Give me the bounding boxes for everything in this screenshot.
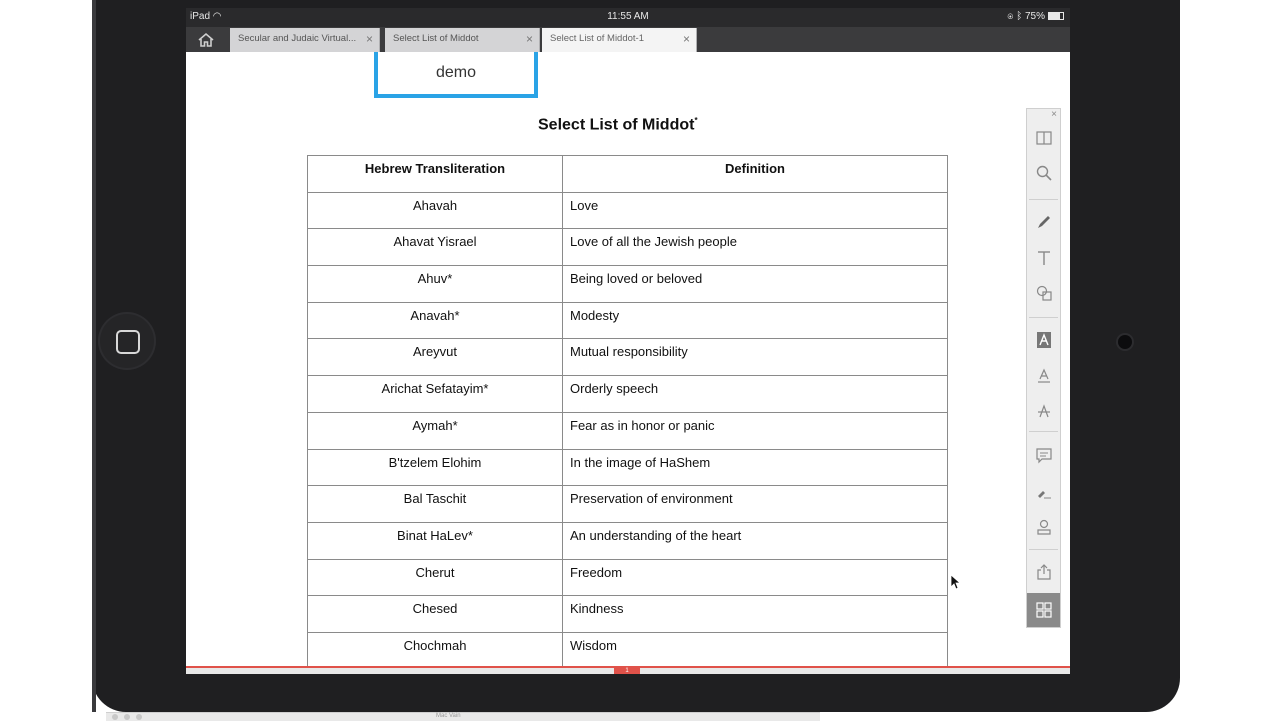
table-row bbox=[308, 302, 948, 339]
strikethrough-icon[interactable] bbox=[1027, 394, 1060, 428]
table-row bbox=[308, 449, 948, 486]
definition-cell: Love bbox=[563, 192, 948, 229]
search-icon[interactable] bbox=[1027, 156, 1060, 190]
wifi-icon: ◠ bbox=[212, 11, 222, 22]
underline-icon[interactable] bbox=[1027, 359, 1060, 393]
text-icon[interactable] bbox=[1027, 241, 1060, 275]
column-header-definition: Definition bbox=[563, 156, 948, 193]
table-row bbox=[308, 376, 948, 413]
book-icon[interactable] bbox=[1027, 121, 1060, 155]
definition-cell: Freedom bbox=[563, 559, 948, 596]
toolbar-close-icon[interactable]: × bbox=[1051, 109, 1057, 120]
tab-select-list-middot[interactable] bbox=[385, 28, 540, 52]
hebrew-cell: Areyvut bbox=[308, 339, 563, 376]
hebrew-cell: Anavah* bbox=[308, 302, 563, 339]
mac-close-dot bbox=[112, 714, 118, 720]
ipad-screen bbox=[186, 8, 1070, 674]
highlight-icon[interactable] bbox=[1027, 323, 1060, 357]
hebrew-cell: Ahavat Yisrael bbox=[308, 229, 563, 266]
hebrew-cell: Aymah* bbox=[308, 412, 563, 449]
tab-secular-judaic[interactable] bbox=[230, 28, 380, 52]
home-button[interactable] bbox=[98, 312, 156, 370]
hebrew-cell: B'tzelem Elohim bbox=[308, 449, 563, 486]
document-title: Select List of Middot* bbox=[538, 116, 698, 134]
column-header-hebrew: Hebrew Transliteration bbox=[308, 156, 563, 193]
pdf-document-view[interactable] bbox=[186, 52, 1070, 666]
stamp-icon[interactable] bbox=[1027, 510, 1060, 544]
toolbar-divider bbox=[1029, 199, 1058, 200]
tab-label: Select List of Middot-1 bbox=[550, 33, 644, 44]
toolbar-divider bbox=[1029, 317, 1058, 318]
comment-icon[interactable] bbox=[1027, 439, 1060, 473]
definition-cell: Orderly speech bbox=[563, 376, 948, 413]
table-row bbox=[308, 412, 948, 449]
table-row bbox=[308, 596, 948, 633]
shapes-icon[interactable] bbox=[1027, 276, 1060, 310]
grid-icon[interactable] bbox=[1027, 593, 1060, 627]
tab-label: Select List of Middot bbox=[393, 33, 479, 44]
middot-table bbox=[307, 155, 948, 666]
table-row bbox=[308, 632, 948, 666]
title-footnote-mark: * bbox=[694, 116, 698, 125]
definition-cell: Love of all the Jewish people bbox=[563, 229, 948, 266]
definition-cell: In the image of HaShem bbox=[563, 449, 948, 486]
signature-icon[interactable] bbox=[1027, 475, 1060, 509]
mac-window-title: Mac Vain bbox=[436, 713, 461, 719]
definition-cell: Preservation of environment bbox=[563, 486, 948, 523]
tab-select-list-middot-1[interactable] bbox=[542, 28, 697, 52]
definition-cell: Modesty bbox=[563, 302, 948, 339]
mac-zoom-dot bbox=[136, 714, 142, 720]
battery-icon bbox=[1048, 12, 1064, 20]
table-row bbox=[308, 559, 948, 596]
share-icon[interactable] bbox=[1027, 555, 1060, 589]
mac-minimize-dot bbox=[124, 714, 130, 720]
table-row bbox=[308, 339, 948, 376]
hebrew-cell: Cherut bbox=[308, 559, 563, 596]
hebrew-cell: Arichat Sefatayim* bbox=[308, 376, 563, 413]
home-tab-button[interactable] bbox=[186, 27, 226, 52]
battery-status: ◉ ᛒ 75% bbox=[1007, 11, 1064, 22]
hebrew-cell: Chochmah bbox=[308, 632, 563, 666]
table-row bbox=[308, 486, 948, 523]
hebrew-cell: Ahavah bbox=[308, 192, 563, 229]
table-header-row bbox=[308, 156, 948, 193]
hebrew-cell: Bal Taschit bbox=[308, 486, 563, 523]
tab-label: Secular and Judaic Virtual... bbox=[238, 33, 357, 44]
definition-cell: Fear as in honor or panic bbox=[563, 412, 948, 449]
status-bar bbox=[186, 8, 1070, 27]
demo-label-box bbox=[374, 52, 538, 98]
definition-cell: Kindness bbox=[563, 596, 948, 633]
close-icon[interactable]: × bbox=[525, 32, 533, 46]
home-icon bbox=[197, 32, 215, 48]
tab-bar bbox=[186, 27, 1070, 52]
demo-label: demo bbox=[435, 64, 477, 81]
table-row bbox=[308, 229, 948, 266]
toolbar-divider bbox=[1029, 431, 1058, 432]
status-time: 11:55 AM bbox=[607, 11, 649, 22]
close-icon[interactable]: × bbox=[365, 32, 373, 46]
pen-icon[interactable] bbox=[1027, 205, 1060, 239]
hebrew-cell: Binat HaLev* bbox=[308, 522, 563, 559]
close-icon[interactable]: × bbox=[682, 32, 690, 46]
annotation-toolbar bbox=[1026, 108, 1061, 628]
camera bbox=[1118, 335, 1132, 349]
hebrew-cell: Chesed bbox=[308, 596, 563, 633]
page-scrubber[interactable] bbox=[186, 666, 1070, 674]
definition-cell: Wisdom bbox=[563, 632, 948, 666]
definition-cell: Mutual responsibility bbox=[563, 339, 948, 376]
bluetooth-icon: ᛒ bbox=[1016, 11, 1023, 22]
mouse-cursor-icon bbox=[950, 574, 960, 590]
table-row bbox=[308, 266, 948, 303]
device-name: iPad ◠ bbox=[190, 11, 222, 22]
table-row bbox=[308, 192, 948, 229]
home-button-square-icon bbox=[116, 330, 140, 354]
bezel-edge bbox=[92, 0, 96, 712]
toolbar-divider bbox=[1029, 549, 1058, 550]
definition-cell: Being loved or beloved bbox=[563, 266, 948, 303]
page-indicator[interactable]: 1 bbox=[614, 668, 640, 674]
table-row bbox=[308, 522, 948, 559]
hebrew-cell: Ahuv* bbox=[308, 266, 563, 303]
definition-cell: An understanding of the heart bbox=[563, 522, 948, 559]
lock-rotation-icon: ◉ bbox=[1007, 11, 1014, 22]
